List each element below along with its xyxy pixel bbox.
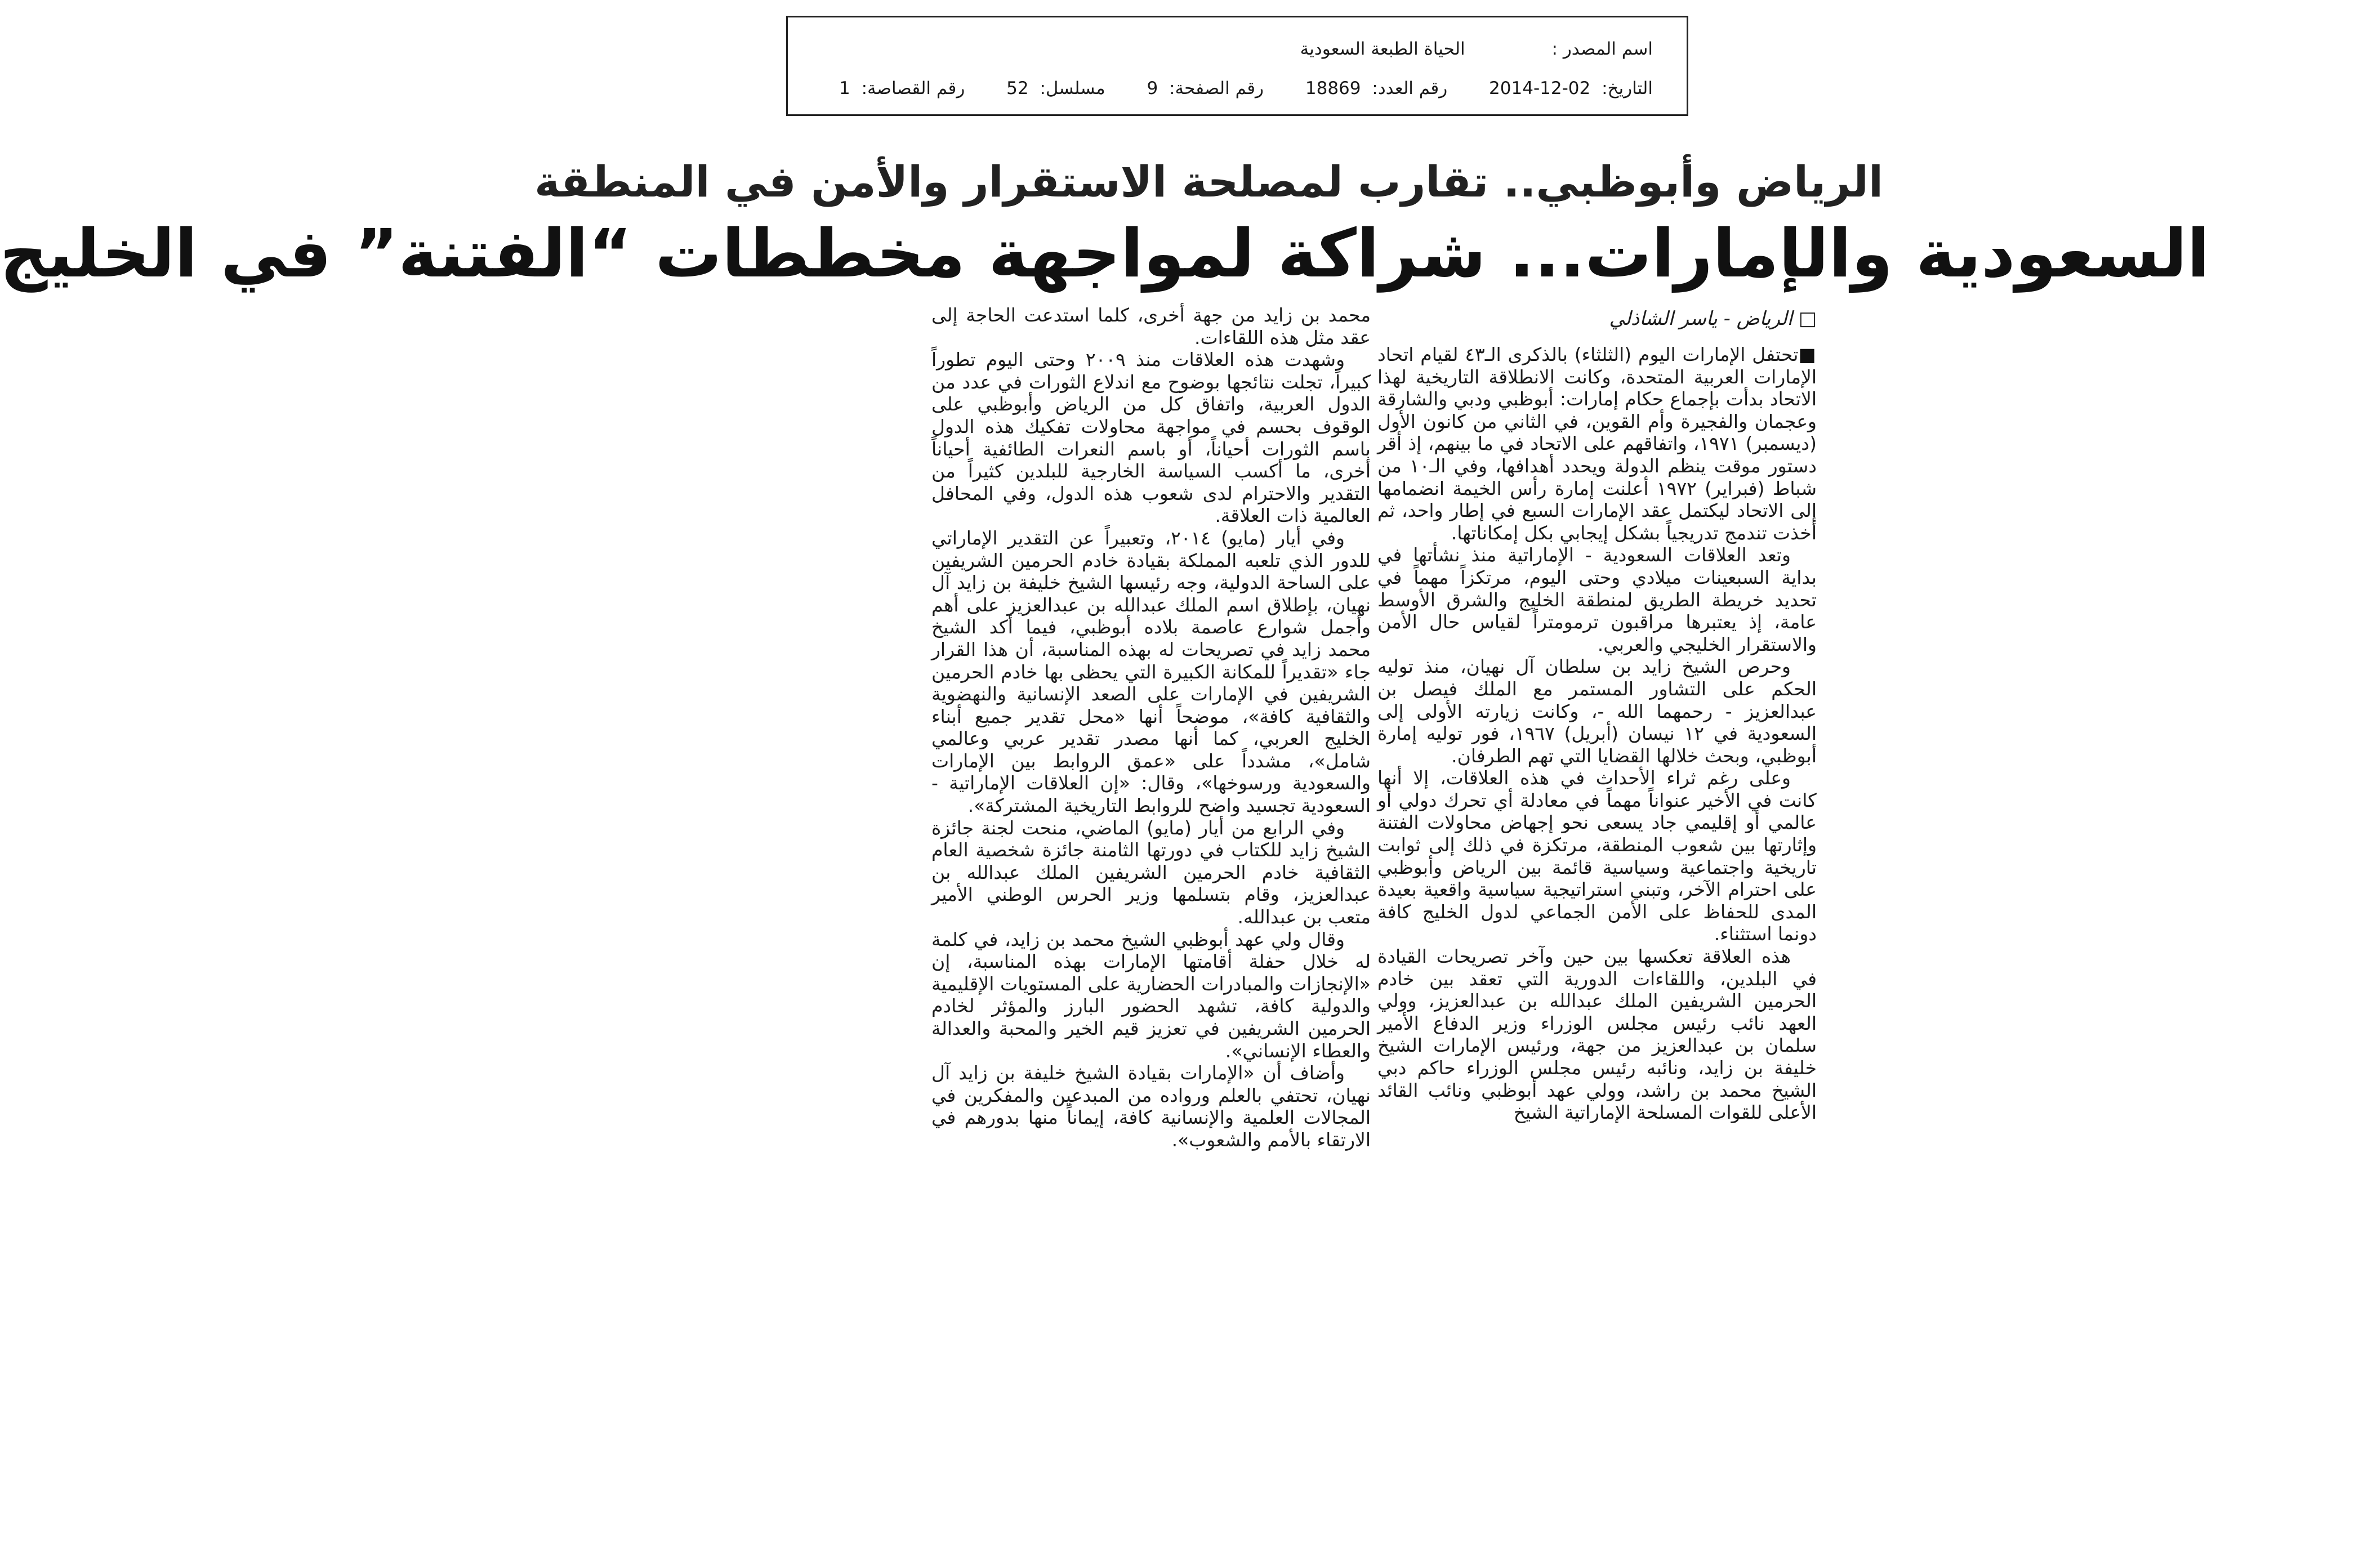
paragraph: هذه العلاقة تعكسها بين حين وآخر تصريحات القيادة في البلدين، واللقاءات الدورية التي تعقد بين خادم الحرمين الشريفين الملك عبدالله بن عبدالعزيز، وولي العهد نائب رئيس مجلس الوزراء وزير الدفاع الأمير سلمان بن عبدالعزيز من جهة، ورئيس الإمارات الشيخ خليفة بن زايد، ونائبه رئيس مجلس الوزراء حاكم دبي الشيخ محمد بن راشد، وولي عهد أبوظبي ونائب القائد الأعلى للقوات المسلحة الإماراتية الشيخ: [1377, 945, 1817, 1124]
article-subtitle: الرياض وأبوظبي.. تقارب لمصلحة الاستقرار والأمن في المنطقة: [534, 157, 1883, 207]
clip-value: 1: [839, 78, 850, 99]
date-label: التاريخ:: [1602, 78, 1653, 99]
article-title: السعودية والإمارات... شراكة لمواجهة مخططات “الفتنة” في الخليج: [0, 215, 2210, 292]
paragraph: وتعد العلاقات السعودية - الإماراتية منذ نشأتها في بداية السبعينات ميلادي وحتى اليوم، مرتكزاً مهماً في تحديد خريطة الطريق لمنطقة الخليج والشرق الأوسط عامة، إذ يعتبرها مراقبون ترمومتراً لقياس حال الأمن والاستقرار الخليجي والعربي.: [1377, 544, 1817, 655]
article-column-left: [931, 304, 1371, 1565]
paragraph: [1377, 343, 1817, 544]
serial-label: مسلسل:: [1040, 78, 1105, 99]
paragraph: وفي الرابع من أيار (مايو) الماضي، منحت لجنة جائزة الشيخ زايد للكتاب في دورتها الثامنة جائزة شخصية العام الثقافية خادم الحرمين الشريفين الملك عبدالله بن عبدالعزيز، وقام بتسلمها وزير الحرس الوطني الأمير متعب بن عبدالله.: [931, 816, 1371, 928]
source-info-box: [786, 16, 1688, 116]
clipping-details-row: [839, 77, 1653, 100]
paragraph: وأضاف أن «الإمارات بقيادة الشيخ خليفة بن زايد آل نهيان، تحتفي بالعلم ورواده من المبدعين والمفكرين في المجالات العلمية والإنسانية كافة، إيماناً منها بدورهم في الارتقاء بالأمم والشعوب».: [931, 1062, 1371, 1151]
paragraph-text: تحتفل الإمارات اليوم (الثلثاء) بالذكرى الـ٤٣ لقيام اتحاد الإمارات العربية المتحدة، وكانت الانطلاقة التاريخية لهذا الاتحاد بدأت بإجماع حكام إمارات: أبوظبي ودبي والشارقة وعجمان والفجيرة وأم القوين، في الثاني من كانون الأول (ديسمبر) ١٩٧١، واتفاقهم على الاتحاد في ما بينهم، إذ أقر دستور موقت ينظم الدولة ويحدد أهدافها، وفي الـ١٠ من شباط (فبراير) ١٩٧٢ أعلنت إمارة رأس الخيمة انضمامها إلى الاتحاد ليكتمل عقد الإمارات السبع في إطار واحد، ثم أخذت تندمج تدريجياً بشكل إيجابي بكل إمكاناتها.: [1377, 343, 1817, 544]
clip-label: رقم القصاصة:: [861, 78, 965, 99]
serial-value: 52: [1006, 78, 1029, 99]
paragraph: محمد بن زايد من جهة أخرى، كلما استدعت الحاجة إلى عقد مثل هذه اللقاءات.: [931, 304, 1371, 349]
date-value: 2014-12-02: [1489, 78, 1591, 99]
source-value: الحياة الطبعة السعودية: [1300, 39, 1465, 59]
issue-label: رقم العدد:: [1372, 78, 1448, 99]
source-row: [1300, 38, 1653, 60]
source-label: اسم المصدر :: [1551, 39, 1653, 59]
page-label: رقم الصفحة:: [1169, 78, 1264, 99]
bullet-icon: ■: [1798, 343, 1817, 365]
paragraph: وفي أيار (مايو) ٢٠١٤، وتعبيراً عن التقدير الإماراتي للدور الذي تلعبه المملكة بقيادة خادم الحرمين الشريفين على الساحة الدولية، وجه رئيسها الشيخ خليفة بن زايد آل نهيان، بإطلاق اسم الملك عبدالله بن عبدالعزيز على أهم وأجمل شوارع عاصمة بلاده أبوظبي، فيما أكد الشيخ محمد زايد في تصريحات له بهذه المناسبة، أن هذا القرار جاء «تقديراً للمكانة الكبيرة التي يحظى بها خادم الحرمين الشريفين في الإمارات على الصعد الإنسانية والنهضوية والثقافية كافة»، موضحاً أنها «محل تقدير جميع أبناء الخليج العربي، كما أنها مصدر تقدير عربي وعالمي شامل»، مشدداً على «عمق الروابط بين الإمارات والسعودية ورسوخها»، وقال: «إن العلاقات الإماراتية - السعودية تجسيد واضح للروابط التاريخية المشتركة».: [931, 526, 1371, 817]
byline: □ الرياض - ياسر الشاذلي: [1609, 307, 1817, 330]
paragraph: وحرص الشيخ زايد بن سلطان آل نهيان، منذ توليه الحكم على التشاور المستمر مع الملك فيصل بن عبدالعزيز - رحمهما الله -، وكانت زيارته الأولى إلى السعودية في ١٢ نيسان (أبريل) ١٩٦٧، فور توليه إمارة أبوظبي، وبحث خلالها القضايا التي تهم الطرفان.: [1377, 655, 1817, 767]
issue-value: 18869: [1305, 78, 1361, 99]
article-column-right: [1377, 304, 1817, 1565]
page-value: 9: [1147, 78, 1158, 99]
paragraph: وعلى رغم ثراء الأحداث في هذه العلاقات، إلا أنها كانت في الأخير عنواناً مهماً في معادلة أي تحرك دولي أو عالمي أو إقليمي جاد يسعى نحو إجهاض محاولات الفتنة وإثارتها بين شعوب المنطقة، مرتكزة في ذلك إلى ثوابت تاريخية واجتماعية وسياسية قائمة بين الرياض وأبوظبي على احترام الآخر، وتبني استراتيجية سياسية واقعية بعيدة المدى للحفاظ على الأمن الجماعي لدول الخليج كافة دونما استثناء.: [1377, 767, 1817, 945]
paragraph: وقال ولي عهد أبوظبي الشيخ محمد بن زايد، في كلمة له خلال حفلة أقامتها الإمارات بهذه المناسبة، إن «الإنجازات والمبادرات الحضارية على المستويات الإقليمية والدولية كافة، تشهد الحضور البارز والمؤثر لخادم الحرمين الشريفين في تعزيز قيم الخير والمحبة والعدالة والعطاء الإنساني».: [931, 928, 1371, 1062]
paragraph: وشهدت هذه العلاقات منذ ٢٠٠٩ وحتى اليوم تطوراً كبيراً، تجلت نتائجها بوضوح مع اندلاع الثورات في عدد من الدول العربية، واتفاق كل من الرياض وأبوظبي على الوقوف بحسم في مواجهة محاولات تفكيك هذه الدول باسم الثورات أحياناً، أو باسم النعرات الطائفية أحياناً أخرى، ما أكسب السياسة الخارجية للبلدين كثيراً من التقدير والاحترام لدى شعوب هذه الدول، وفي المحافل العالمية ذات العلاقة.: [931, 349, 1371, 527]
